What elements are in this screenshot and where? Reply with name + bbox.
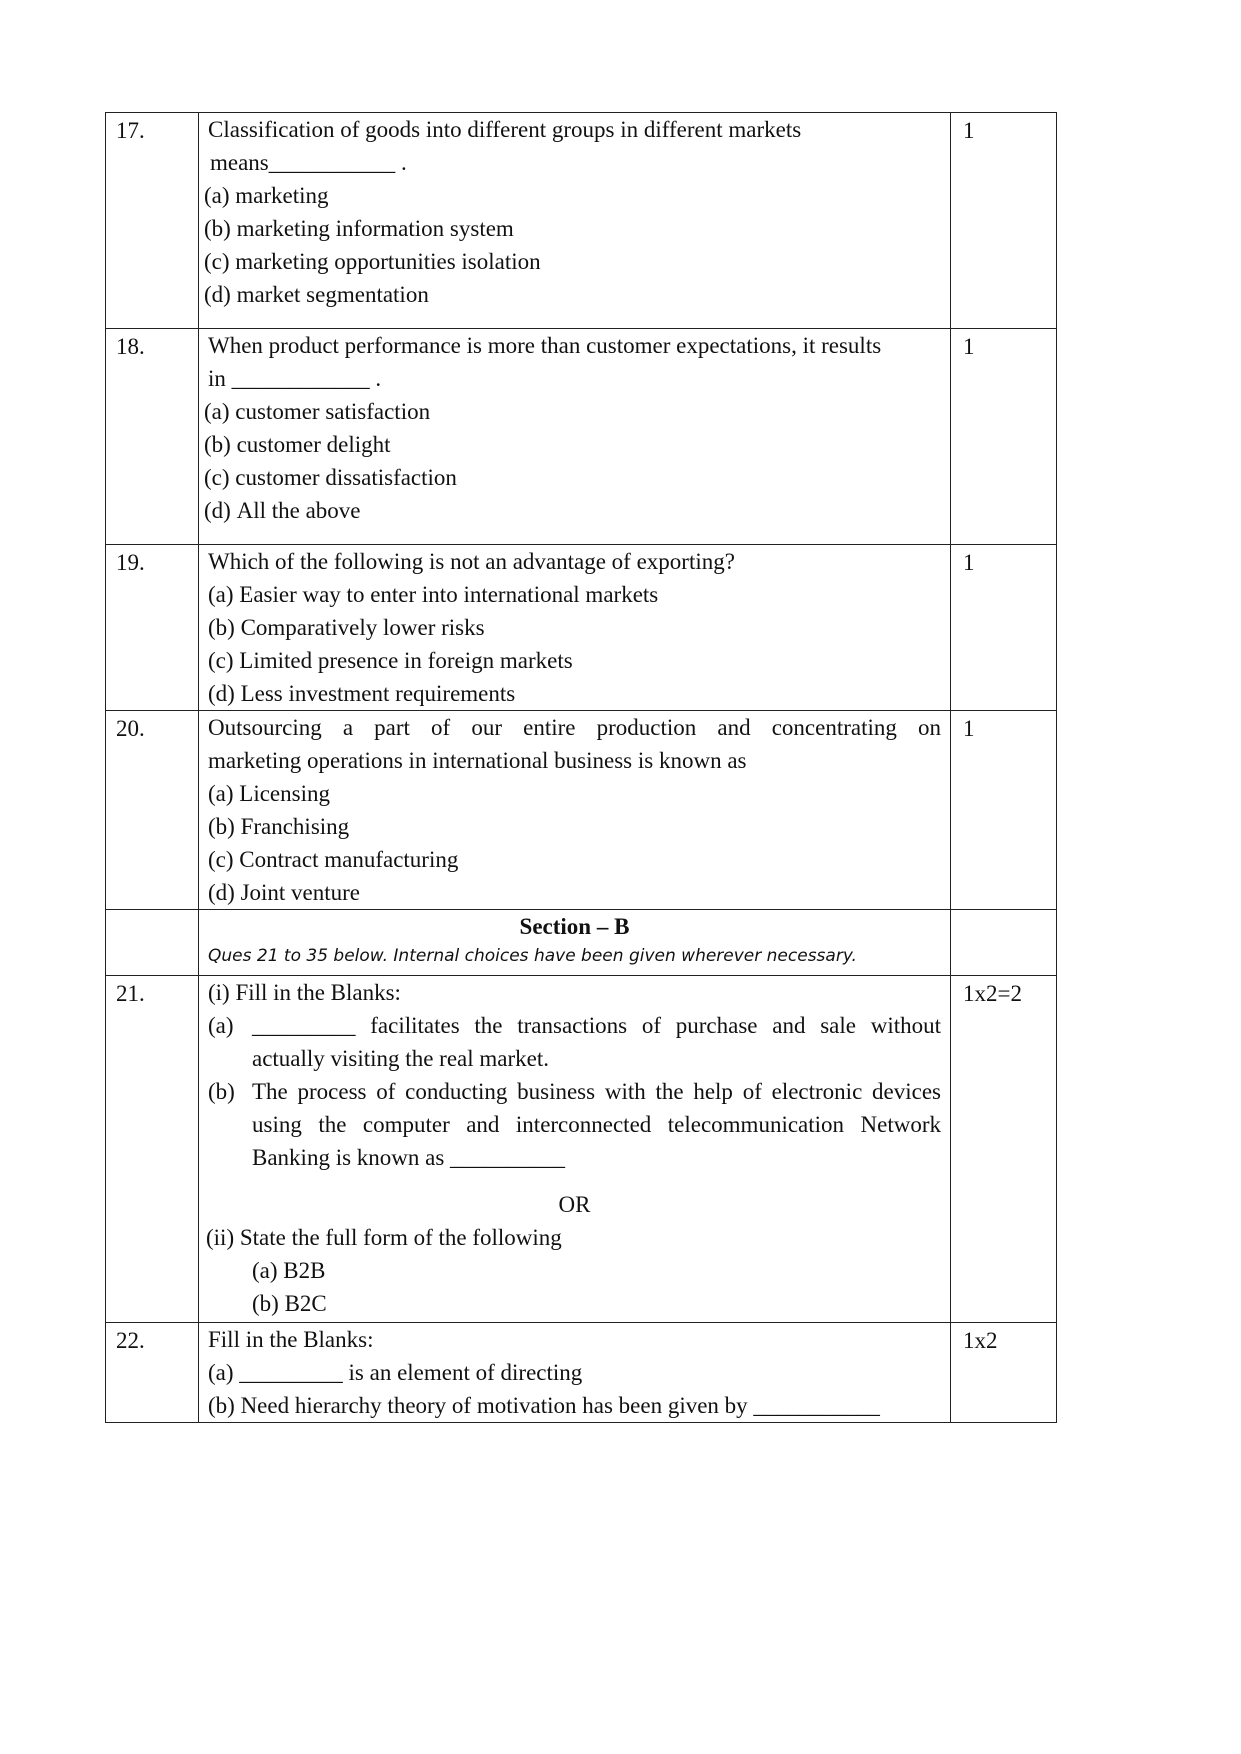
section-title: Section – B	[519, 914, 630, 939]
question-text	[199, 976, 951, 1323]
question-text	[199, 545, 951, 711]
option-a: (a) marketing	[204, 183, 329, 208]
question-text	[199, 113, 951, 329]
option-d: (d) market segmentation	[204, 282, 429, 307]
option-c: (c) Contract manufacturing	[208, 847, 459, 872]
marks-cell: 1	[951, 329, 1057, 545]
marks-cell: 1	[951, 711, 1057, 910]
question-text	[199, 1323, 951, 1423]
question-stem: Outsourcing a part of our entire production and concentrating on	[208, 715, 941, 740]
option-b: (b) marketing information system	[204, 216, 514, 241]
question-number: 19.	[106, 545, 199, 711]
option-d: (d) Less investment requirements	[208, 681, 516, 706]
marks-cell: 1	[951, 545, 1057, 711]
option-b: (b) customer delight	[204, 432, 391, 457]
option-a: (a) _________ facilitates the transactions of purchase and sale without actually visiting the real market.	[208, 1013, 941, 1071]
option-a: (a) customer satisfaction	[204, 399, 431, 424]
question-stem: in ____________ .	[208, 366, 382, 391]
option-b: (b) The process of conducting business with the help of electronic devices using the computer and interconnected telecommunication Network Banking is known as __________	[208, 1079, 941, 1170]
question-row-20	[106, 711, 1057, 910]
question-row-19	[106, 545, 1057, 711]
question-stem: marketing operations in international business is known as	[208, 748, 747, 773]
option-c: (c) marketing opportunities isolation	[204, 249, 541, 274]
option-d: (d) Joint venture	[208, 880, 361, 905]
question-number: 18.	[106, 329, 199, 545]
question-number: 17.	[106, 113, 199, 329]
option-a: (a) Licensing	[208, 781, 330, 806]
marks-cell: 1x2=2	[951, 976, 1057, 1323]
or-divider: OR	[558, 1192, 591, 1217]
question-stem: Classification of goods into different groups in different markets	[208, 117, 802, 142]
question-text	[199, 329, 951, 545]
section-header	[199, 910, 951, 976]
question-stem: Fill in the Blanks:	[208, 1327, 374, 1352]
list-item: (a) _________ is an element of directing	[208, 1360, 583, 1385]
question-table	[105, 112, 1057, 1423]
section-row	[106, 910, 1057, 976]
option-b: (b) Comparatively lower risks	[208, 615, 485, 640]
question-text	[199, 711, 951, 910]
question-row-21	[106, 976, 1057, 1323]
empty-cell	[951, 910, 1057, 976]
list-item: (b) Need hierarchy theory of motivation has been given by ___________	[208, 1393, 880, 1418]
question-stem: When product performance is more than customer expectations, it results	[208, 333, 882, 358]
question-row-17	[106, 113, 1057, 329]
question-stem: Which of the following is not an advantage of exporting?	[208, 549, 735, 574]
question-number: 22.	[106, 1323, 199, 1423]
question-row-22	[106, 1323, 1057, 1423]
list-item: (b) B2C	[252, 1291, 327, 1316]
part-heading: (i) Fill in the Blanks:	[208, 980, 401, 1005]
empty-cell	[106, 910, 199, 976]
question-number: 20.	[106, 711, 199, 910]
option-b: (b) Franchising	[208, 814, 350, 839]
marks-cell: 1	[951, 113, 1057, 329]
question-number: 21.	[106, 976, 199, 1323]
part-heading: (ii) State the full form of the following	[206, 1225, 562, 1250]
option-a: (a) Easier way to enter into international markets	[208, 582, 659, 607]
question-stem: means___________ .	[210, 150, 407, 175]
marks-cell: 1x2	[951, 1323, 1057, 1423]
question-row-18	[106, 329, 1057, 545]
list-item: (a) B2B	[252, 1258, 326, 1283]
section-note: Ques 21 to 35 below. Internal choices have been given wherever necessary.	[208, 946, 857, 966]
option-d: (d) All the above	[204, 498, 361, 523]
option-c: (c) customer dissatisfaction	[204, 465, 457, 490]
option-c: (c) Limited presence in foreign markets	[208, 648, 573, 673]
